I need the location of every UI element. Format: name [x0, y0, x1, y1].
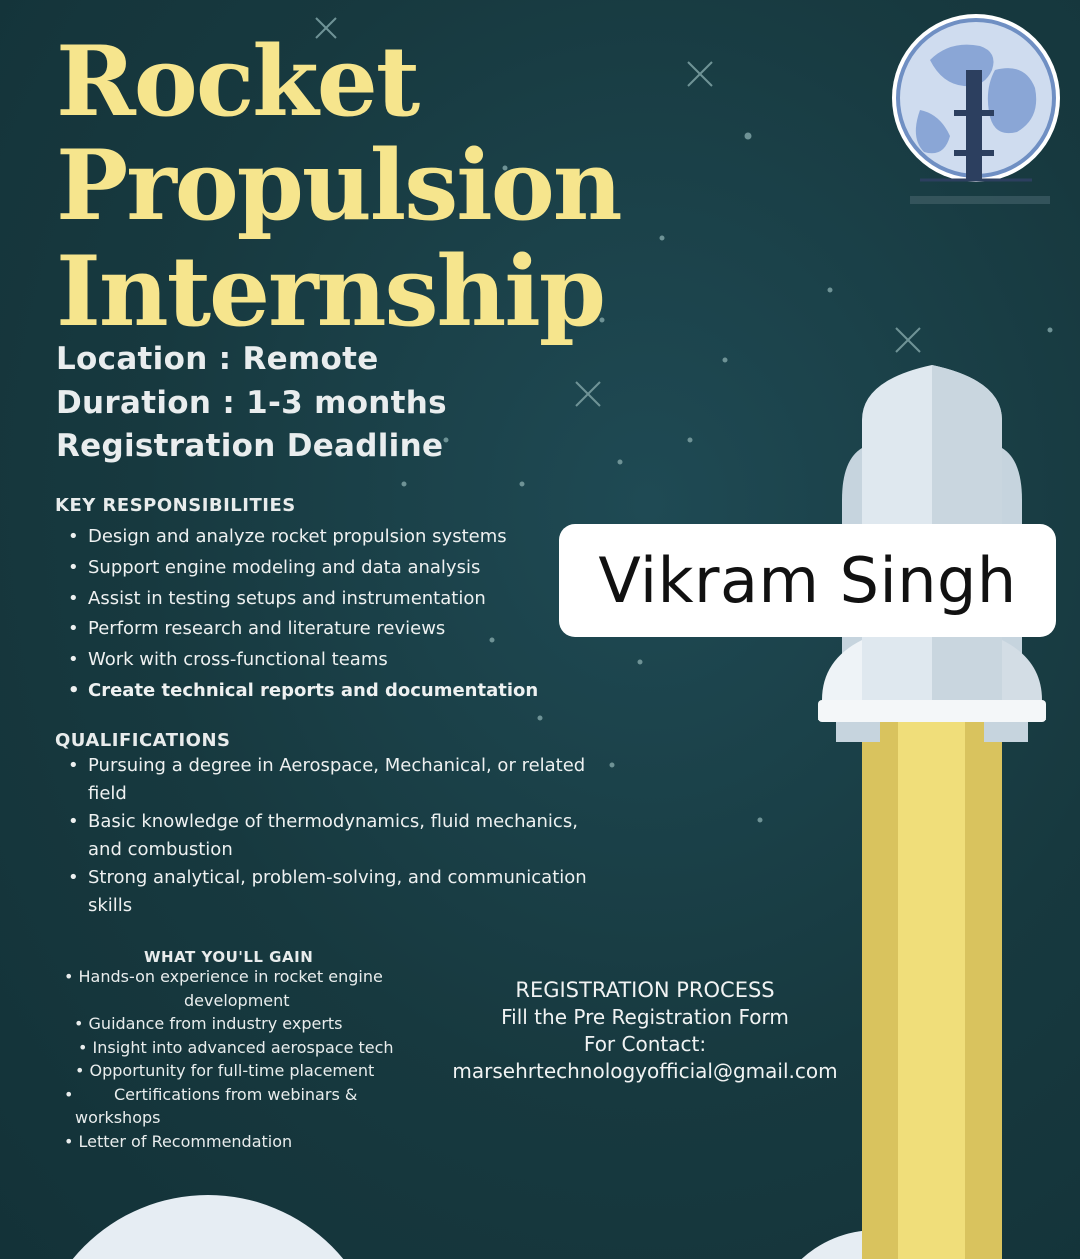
key-responsibilities-heading: KEY RESPONSIBILITIES: [55, 495, 296, 516]
title-line-3: Internship: [56, 235, 604, 348]
list-item: • Pursuing a degree in Aerospace, Mechanical, or related field: [56, 752, 588, 808]
list-item: • Perform research and literature reviews: [56, 614, 538, 645]
title-line-2: Propulsion: [56, 129, 621, 242]
contact-email: marsehrtechnologyofficial@gmail.com: [452, 1059, 838, 1083]
gain-line: •: [64, 1085, 74, 1104]
duration-line: Duration : 1-3 months: [56, 385, 447, 421]
title-line-1: Rocket: [56, 25, 419, 138]
list-item: • Basic knowledge of thermodynamics, fluid mechanics, and combustion: [56, 808, 588, 864]
gain-line: Certifications from webinars &: [114, 1085, 358, 1104]
gain-line: • Hands-on experience in rocket engine: [64, 967, 383, 986]
gain-line: workshops: [75, 1108, 161, 1127]
list-item: • Support engine modeling and data analysis: [56, 553, 538, 584]
list-item: • Create technical reports and documentation: [56, 676, 538, 707]
qualifications-heading: QUALIFICATIONS: [55, 730, 231, 751]
gain-line: development: [184, 991, 290, 1010]
deadline-line: Registration Deadline: [56, 428, 444, 464]
registration-heading: REGISTRATION PROCESS: [515, 978, 775, 1002]
gain-line: • Letter of Recommendation: [64, 1132, 293, 1151]
contact-label: For Contact:: [583, 1032, 707, 1056]
gain-line: • Guidance from industry experts: [74, 1014, 343, 1033]
list-item: • Work with cross-functional teams: [56, 645, 538, 676]
gain-line: • Opportunity for full-time placement: [75, 1061, 375, 1080]
list-item: • Design and analyze rocket propulsion systems: [56, 522, 538, 553]
gain-line: • Insight into advanced aerospace tech: [78, 1038, 394, 1057]
list-item: • Strong analytical, problem-solving, and communication skills: [56, 864, 588, 920]
planet-left: [33, 1195, 383, 1259]
registration-form-line: Fill the Pre Registration Form: [501, 1005, 789, 1029]
key-responsibilities-list: [56, 522, 538, 707]
applicant-name: Vikram Singh: [598, 544, 1017, 617]
rocket-illustration: [818, 365, 1046, 1259]
list-item: • Assist in testing setups and instrumentation: [56, 584, 538, 615]
location-line: Location : Remote: [56, 341, 379, 377]
what-youll-gain-heading: WHAT YOU'LL GAIN: [144, 948, 314, 966]
globe-rocket-logo-icon: [892, 14, 1060, 204]
qualifications-list: [56, 752, 588, 920]
registration-block: [440, 977, 850, 1085]
applicant-name-box: [559, 524, 1056, 637]
